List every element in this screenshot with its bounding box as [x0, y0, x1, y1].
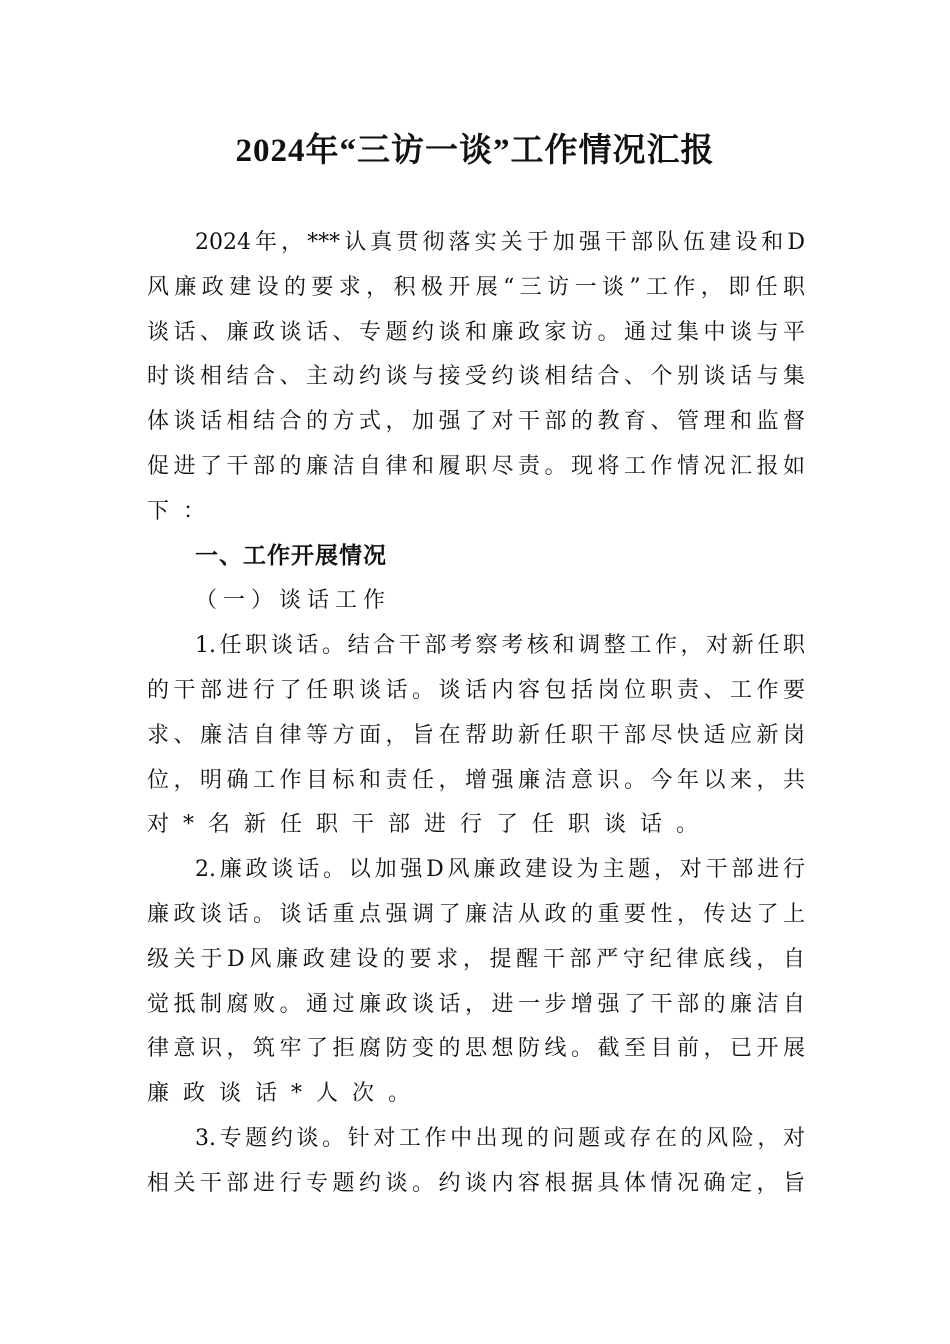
- paragraph-line: 时谈相结合、主动约谈与接受约谈相结合、个别谈话与集: [147, 364, 805, 390]
- paragraph-line: 体谈话相结合的方式，加强了对干部的教育、管理和监督: [147, 409, 805, 435]
- paragraph-line: 2024年，***认真贯彻落实关于加强干部队伍建设和D: [195, 230, 805, 255]
- paragraph-line: 相关干部进行专题约谈。约谈内容根据具体情况确定，旨: [147, 1170, 805, 1196]
- paragraph-line: 求、廉洁自律等方面，旨在帮助新任职干部尽快适应新岗: [147, 722, 805, 748]
- subsection-heading: （一）谈话工作: [195, 588, 392, 614]
- paragraph-line: 2.廉政谈话。以加强D风廉政建设为主题，对干部进行: [195, 857, 805, 883]
- paragraph-line: 风廉政建设的要求，积极开展“三访一谈”工作，即任职: [147, 274, 805, 300]
- paragraph-line: 律意识，筑牢了拒腐防变的思想防线。截至目前，已开展: [147, 1036, 805, 1062]
- paragraph-line: 的干部进行了任职谈话。谈话内容包括岗位职责、工作要: [147, 678, 805, 703]
- section-heading: 一、工作开展情况: [195, 542, 387, 569]
- paragraph-line: 对*名新任职干部进行了任职谈话。: [147, 812, 713, 838]
- paragraph-line: 促进了干部的廉洁自律和履职尽责。现将工作情况汇报如: [147, 454, 805, 479]
- paragraph-line: 位，明确工作目标和责任，增强廉洁意识。今年以来，共: [147, 767, 805, 793]
- paragraph-line: 谈话、廉政谈话、专题约谈和廉政家访。通过集中谈与平: [147, 319, 805, 345]
- paragraph-line: 级关于D风廉政建设的要求，提醒干部严守纪律底线，自: [147, 946, 805, 972]
- document-title: 2024年“三访一谈”工作情况汇报: [235, 133, 715, 169]
- paragraph-line: 下：: [147, 498, 220, 524]
- paragraph-line: 觉抵制腐败。通过廉政谈话，进一步增强了干部的廉洁自: [147, 991, 805, 1017]
- paragraph-line: 1.任职谈话。结合干部考察考核和调整工作，对新任职: [195, 633, 805, 659]
- paragraph-line: 廉政谈话。谈话重点强调了廉洁从政的重要性，传达了上: [147, 902, 805, 927]
- paragraph-line: 廉政谈话*人次。: [147, 1081, 425, 1107]
- paragraph-line: 3.专题约谈。针对工作中出现的问题或存在的风险，对: [195, 1126, 805, 1151]
